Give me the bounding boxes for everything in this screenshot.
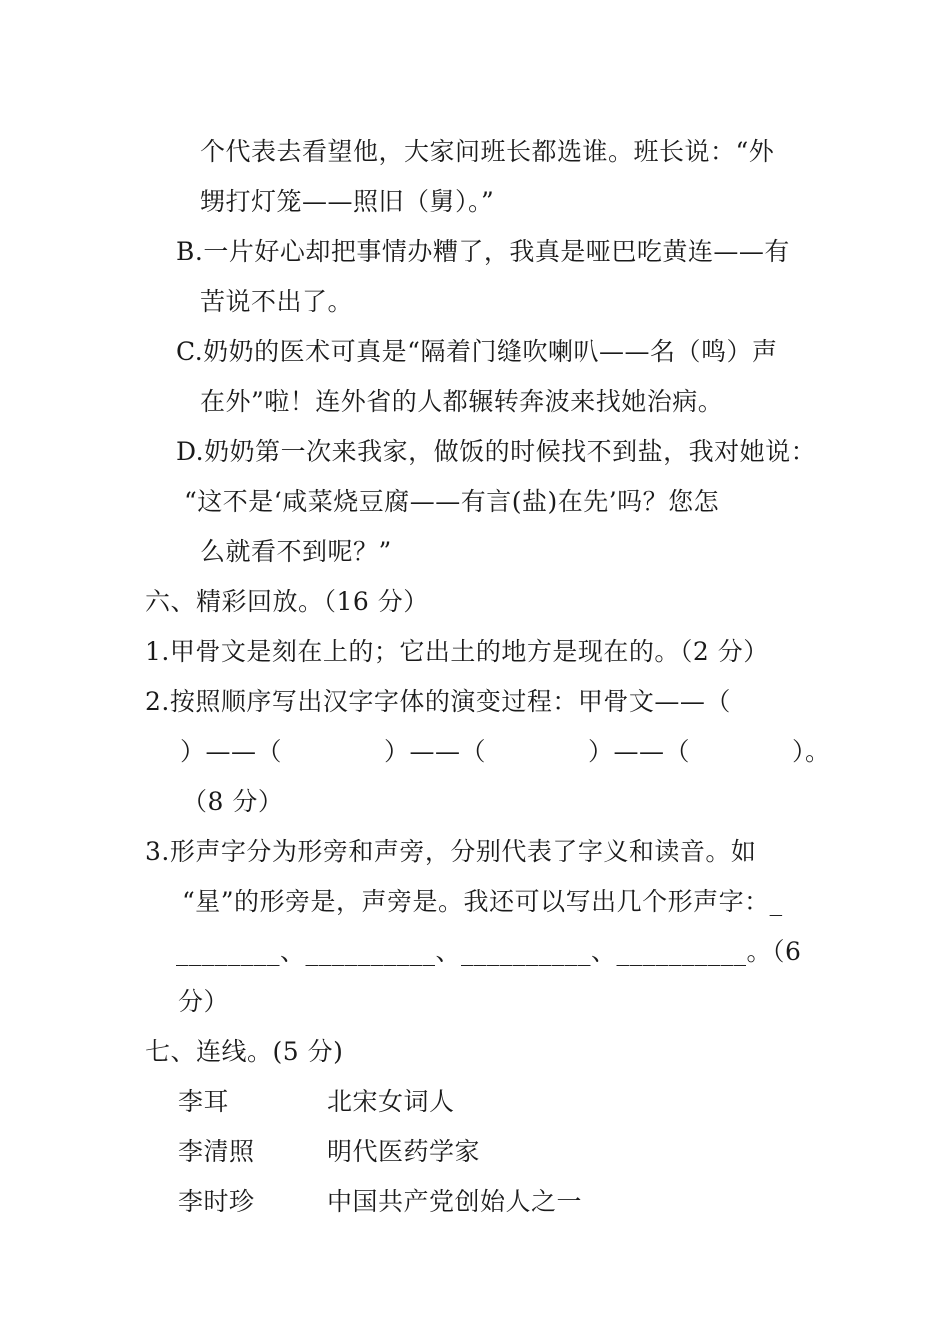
match-right-item: 明代医药学家 — [327, 1137, 481, 1166]
option-d-line-1: D.奶奶第一次来我家，做饭的时候找不到盐，我对她说： — [176, 437, 817, 466]
question-3-line-2: “星”的形旁是，声旁是。我还可以写出几个形声字：_ — [182, 887, 783, 916]
option-d-line-3: 么就看不到呢？” — [200, 537, 392, 566]
match-left-item: 李清照 — [178, 1137, 255, 1166]
option-b-line-1: B.一片好心却把事情办糟了，我真是哑巴吃黄连——有 — [176, 237, 790, 266]
option-c-line-1: C.奶奶的医术可真是“隔着门缝吹喇叭——名（鸣）声 — [176, 337, 778, 366]
option-d-line-2: “这不是‘咸菜烧豆腐——有言(盐)在先’吗？您怎 — [184, 487, 720, 516]
match-right-item: 中国共产党创始人之一 — [327, 1187, 583, 1216]
option-c-line-2: 在外”啦！连外省的人都辗转奔波来找她治病。 — [200, 387, 724, 416]
question-3-line-4: 分） — [178, 987, 230, 1016]
question-3-line-1: 3.形声字分为形旁和声旁，分别代表了字义和读音。如 — [145, 837, 757, 866]
question-3-line-3: ________、__________、__________、__________。（6 — [176, 937, 802, 966]
option-a-line-2: 甥打灯笼——照旧（舅）。” — [200, 187, 495, 216]
match-left-item: 李耳 — [178, 1087, 230, 1116]
question-2-line-1: 2.按照顺序写出汉字字体的演变过程：甲骨文——（ — [145, 687, 731, 716]
option-b-line-2: 苦说不出了。 — [200, 287, 354, 316]
question-2-line-3: （8 分） — [182, 787, 284, 816]
section-7-heading: 七、连线。(5 分) — [145, 1037, 344, 1066]
match-right-item: 北宋女词人 — [327, 1087, 455, 1116]
match-left-item: 李时珍 — [178, 1187, 255, 1216]
question-1: 1.甲骨文是刻在上的；它出土的地方是现在的。（2 分） — [145, 637, 769, 666]
section-6-heading: 六、精彩回放。（16 分） — [145, 587, 429, 616]
option-a-line-1: 个代表去看望他，大家问班长都选谁。班长说：“外 — [200, 137, 775, 166]
question-2-line-2: ）——（ ）——（ ）——（ ）。 — [180, 737, 831, 766]
